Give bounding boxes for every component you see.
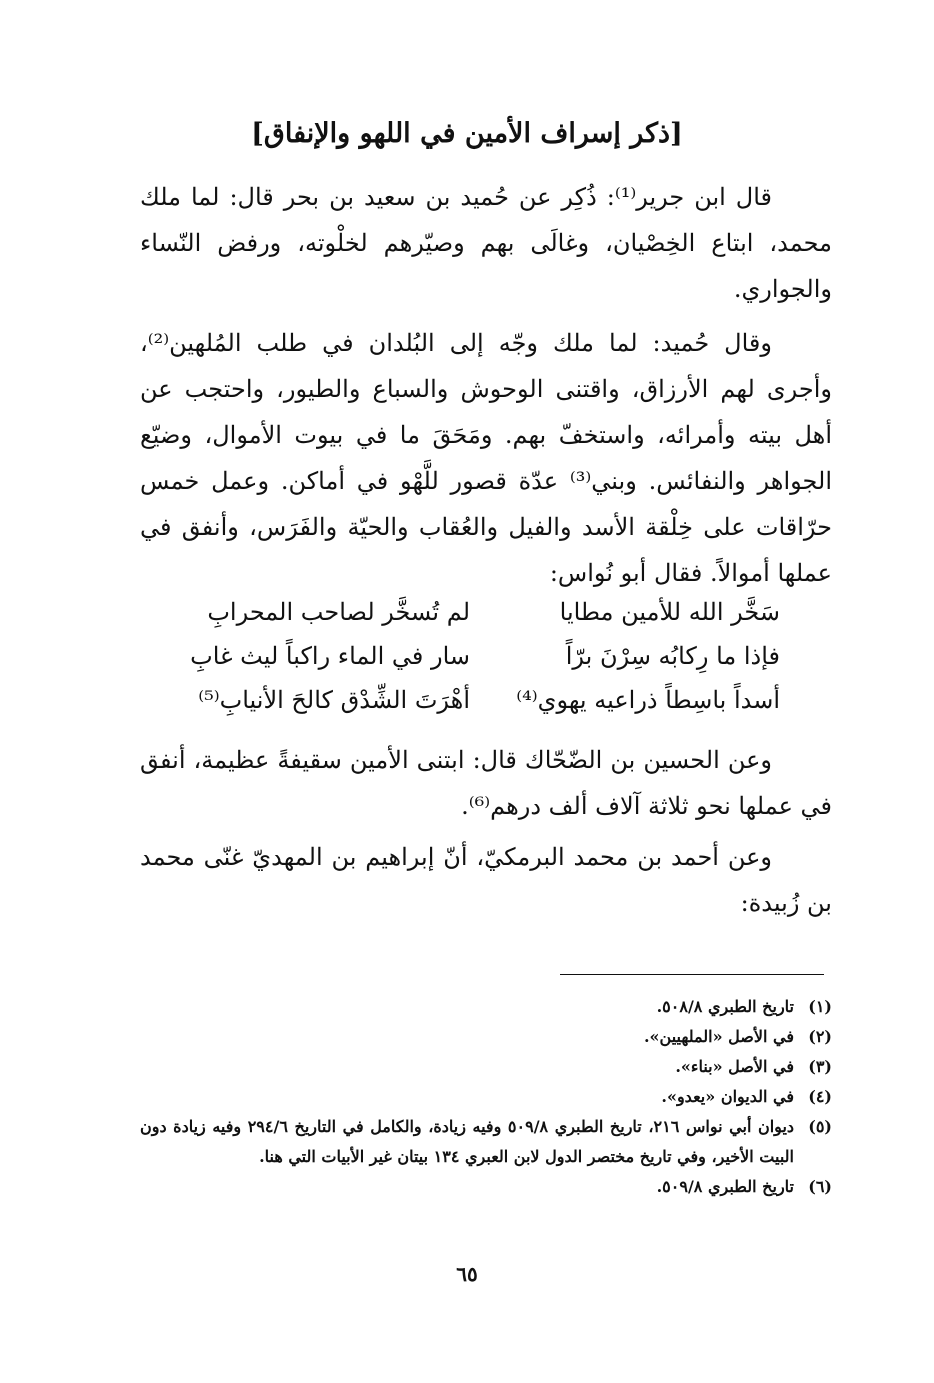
footnote	[140, 992, 832, 1022]
paragraph-text: وقال حُميد: لما ملك وجّه إلى البُلدان في طلب المُلهين⁽²⁾، وأجرى لهم الأرزاق، واقتنى الوحوش والسباع والطيور، واحتجب عن أهل بيته وأمرائه، واستخفّ بهم. ومَحَقَ ما في بيوت الأموال، وضيّع الجواهر والنفائس. وبني⁽³⁾ عدّة قصور للَّهْو في أماكن. وعمل خمس حرّاقات على خِلْقة الأسد والفيل والعُقاب والحيّة والفَرَس، وأنفق في عملها أموالاً. فقال أبو نُواس:	[140, 329, 832, 587]
footnote-separator	[560, 974, 824, 975]
footnotes	[140, 992, 832, 1202]
verse-second-hemistich: لم تُسخَّر لصاحب المحرابِ	[207, 598, 470, 626]
footnote-number: (٢)	[808, 1027, 832, 1046]
page-number: ٦٥	[456, 1262, 478, 1286]
footnote-text: تاريخ الطبري ٥٠٨/٨.	[656, 997, 794, 1016]
footnote-text: في الديوان «يعدو».	[661, 1087, 794, 1106]
verse-first-hemistich: أسداً باسِطاً ذراعيه يهوي⁽⁴⁾	[516, 686, 780, 714]
footnote-number: (٥)	[808, 1117, 832, 1136]
footnote	[140, 1052, 832, 1082]
footnote-number: (١)	[808, 997, 832, 1016]
verse-line	[200, 678, 780, 722]
verse-line	[190, 634, 780, 678]
footnote	[140, 1172, 832, 1202]
footnote-number: (٤)	[808, 1087, 832, 1106]
footnote	[140, 1082, 832, 1112]
section-title: [ذكر إسراف الأمين في اللهو والإنفاق]	[251, 118, 683, 149]
paragraph-text: وعن الحسين بن الضّحّاك قال: ابتنى الأمين سقيفةً عظيمة، أنفق في عملها نحو ثلاثة آلاف ألف درهم⁽⁶⁾.	[140, 746, 832, 820]
footnote-number: (٣)	[808, 1057, 832, 1076]
footnote	[140, 1112, 832, 1172]
paragraph-husain	[140, 737, 832, 829]
footnote-text: تاريخ الطبري ٥٠٩/٨.	[656, 1177, 794, 1196]
verse-second-hemistich: سار في الماء راكباً ليث غابِ	[190, 642, 470, 670]
footnote-text: في الأصل «بناء».	[675, 1057, 794, 1076]
footnote-text: في الأصل «الملهيين».	[643, 1027, 794, 1046]
footnote	[140, 1022, 832, 1052]
paragraph-text: وعن أحمد بن محمد البرمكيّ، أنّ إبراهيم بن المهديّ غنّى محمد بن زُبيدة:	[140, 843, 832, 917]
poem	[190, 590, 780, 722]
footnote-number: (٦)	[808, 1177, 832, 1196]
paragraph-humaid	[140, 320, 832, 596]
paragraph-ibn-jarir	[140, 174, 832, 312]
verse-line	[200, 590, 780, 634]
verse-first-hemistich: فإذا ما رِكابُه سِرْنَ برّاً	[565, 642, 780, 670]
paragraph-ahmad	[140, 834, 832, 926]
footnote-text: ديوان أبي نواس ٢١٦، تاريخ الطبري ٥٠٩/٨ وفيه زيادة، والكامل في التاريخ ٢٩٤/٦ وفيه زيادة دون البيت الأخير، وفي تاريخ مختصر الدول لابن العبري ١٣٤ بيتان غير الأبيات التي هنا.	[140, 1117, 795, 1166]
verse-second-hemistich: أهْرَتَ الشِّدْق كالحَ الأنيابِ⁽⁵⁾	[198, 686, 470, 714]
paragraph-text: قال ابن جرير⁽¹⁾: ذُكِر عن حُميد بن سعيد بن بحر قال: لما ملك محمد، ابتاع الخِصْيان، وغالَى بهم وصيّرهم لخلْوته، ورفض النّساء والجواري.	[140, 183, 832, 303]
verse-first-hemistich: سَخَّر الله للأمين مطايا	[559, 598, 780, 626]
